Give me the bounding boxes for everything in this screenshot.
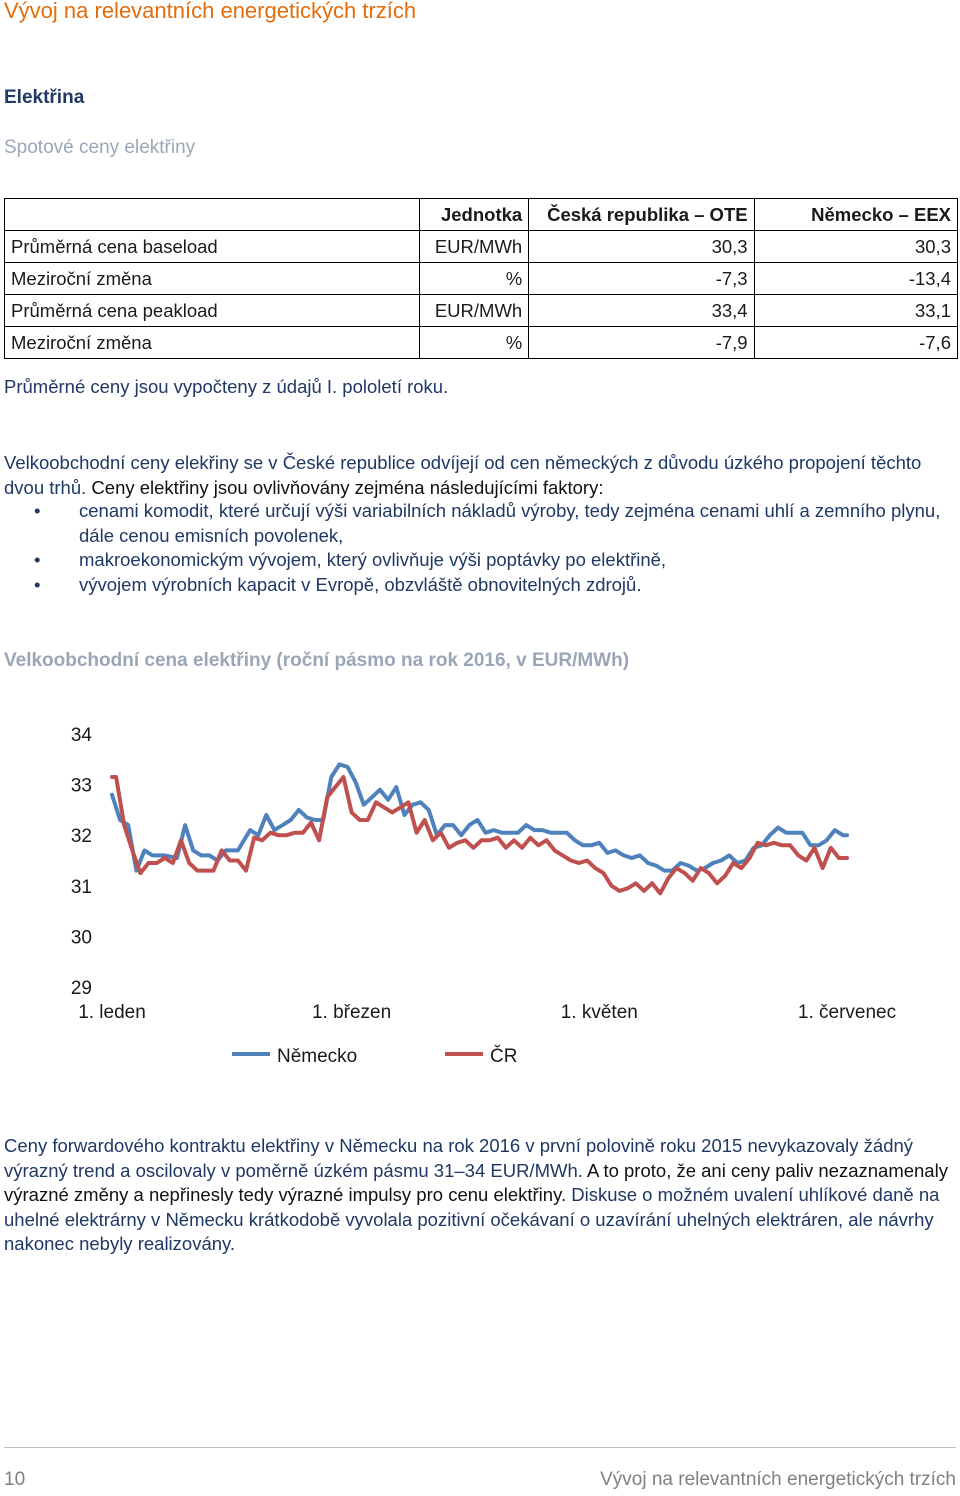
table-cell: Průměrná cena baseload bbox=[5, 231, 420, 263]
y-tick-label: 32 bbox=[70, 826, 92, 848]
table-header-cell: Německo – EEX bbox=[754, 199, 957, 231]
footer-divider bbox=[4, 1447, 956, 1448]
chart-title: Velkoobchodní cena elektřiny (roční pásmo na rok 2016, v EUR/MWh) bbox=[4, 650, 630, 671]
paragraph-forward-part3: Diskuse o možném uvalení uhlíkové daně na uhelné elektrárny v Německu krátkodobě vyvolala pozitivní očekávaní o uzavírání uhelných elektráren, ale návrhy nakonec nebyly realizovány. bbox=[4, 1184, 940, 1254]
price-line-chart bbox=[0, 700, 960, 1080]
x-tick-label: 1. červenec bbox=[797, 1002, 897, 1023]
series-line bbox=[112, 764, 847, 870]
legend-label: Německo bbox=[277, 1046, 358, 1067]
table-header-row bbox=[5, 199, 958, 231]
table-row bbox=[5, 327, 958, 359]
table-header-cell: Jednotka bbox=[419, 199, 528, 231]
table-cell: -7,9 bbox=[529, 327, 754, 359]
list-item bbox=[4, 573, 954, 598]
paragraph-intro-highlight: Velkoobchodní ceny elekřiny se v České republice odvíjejí od cen německých z důvodu úzkého propojení těchto dvou trhů. bbox=[4, 452, 922, 498]
table-cell: Meziroční změna bbox=[5, 263, 420, 295]
table-row bbox=[5, 263, 958, 295]
page-header-title: Vývoj na relevantních energetických trzích bbox=[4, 0, 417, 23]
y-tick-label: 31 bbox=[70, 876, 92, 898]
y-tick-label: 34 bbox=[70, 725, 92, 746]
table-cell: % bbox=[419, 263, 528, 295]
spot-prices-table bbox=[4, 198, 958, 359]
table-row bbox=[5, 231, 958, 263]
paragraph-intro-rest: Ceny elektřiny jsou ovlivňovány zejména následujícími faktory: bbox=[86, 476, 604, 498]
table-cell: -7,3 bbox=[529, 263, 754, 295]
factors-list bbox=[4, 499, 954, 597]
table-note: Průměrné ceny jsou vypočteny z údajů I. pololetí roku. bbox=[4, 376, 449, 397]
page-number: 10 bbox=[4, 1469, 26, 1490]
paragraph-forward bbox=[4, 1134, 954, 1257]
bullet-icon: • bbox=[34, 573, 41, 595]
list-item-text: makroekonomickým vývojem, který ovlivňuje výši poptávky po elektřině, bbox=[79, 549, 667, 570]
table-cell: -13,4 bbox=[754, 263, 957, 295]
table-cell: -7,6 bbox=[754, 327, 957, 359]
list-item-text: vývojem výrobních kapacit v Evropě, obzvláště obnovitelných zdrojů. bbox=[79, 573, 642, 595]
bullet-icon: • bbox=[34, 549, 41, 570]
x-tick-label: 1. leden bbox=[78, 1002, 146, 1023]
table-cell: Průměrná cena peakload bbox=[5, 295, 420, 327]
list-item-text: cenami komodit, které určují výši variabilních nákladů výroby, tedy zejména cenami uhlí a zemního plynu, dále cenou emisních povolenek, bbox=[79, 500, 941, 546]
paragraph-forward-part1: Ceny forwardového kontraktu elektřiny v Německu na rok 2016 v první polovině roku 2015 nevykazovaly žádný výrazný trend a oscilovaly v poměrně úzkém pásmu 31–34 EUR/MWh. bbox=[4, 1135, 914, 1181]
table-cell: EUR/MWh bbox=[419, 295, 528, 327]
table-cell: 33,1 bbox=[754, 295, 957, 327]
table-cell: Meziroční změna bbox=[5, 327, 420, 359]
table-row bbox=[5, 295, 958, 327]
table-header-cell bbox=[5, 199, 420, 231]
list-item bbox=[4, 548, 954, 573]
list-item bbox=[4, 499, 954, 548]
footer-title: Vývoj na relevantních energetických trzích bbox=[600, 1469, 956, 1490]
x-tick-label: 1. březen bbox=[311, 1002, 392, 1023]
y-tick-label: 33 bbox=[70, 775, 92, 797]
bullet-icon: • bbox=[34, 500, 41, 521]
y-tick-label: 29 bbox=[70, 978, 92, 999]
table-cell: 33,4 bbox=[529, 295, 754, 327]
section-title: Elektřina bbox=[4, 87, 85, 108]
series-line bbox=[112, 777, 847, 893]
table-header-cell: Česká republika – OTE bbox=[529, 199, 754, 231]
paragraph-forward-part2: A to proto, že ani ceny paliv nezaznamenaly výrazné změny a nepřinesly tedy výrazné impulsy pro cenu elektřiny. bbox=[4, 1159, 948, 1205]
table-cell: % bbox=[419, 327, 528, 359]
table-cell: EUR/MWh bbox=[419, 231, 528, 263]
section-subtitle: Spotové ceny elektřiny bbox=[4, 137, 196, 158]
legend-label: ČR bbox=[490, 1046, 518, 1067]
y-tick-label: 30 bbox=[70, 927, 92, 949]
paragraph-intro bbox=[4, 451, 954, 500]
x-tick-label: 1. květen bbox=[560, 1002, 638, 1023]
table-cell: 30,3 bbox=[529, 231, 754, 263]
table-cell: 30,3 bbox=[754, 231, 957, 263]
